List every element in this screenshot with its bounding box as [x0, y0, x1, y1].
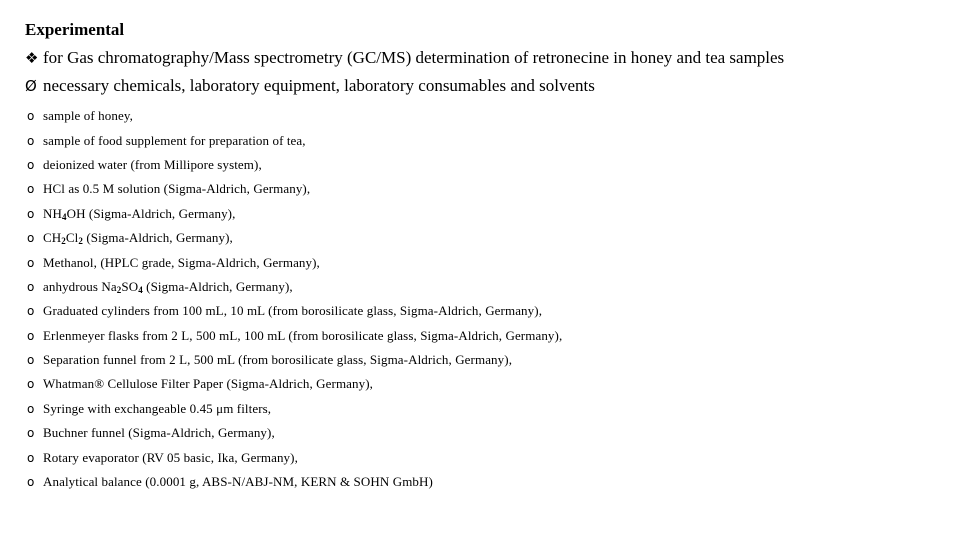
main-bullet-text: necessary chemicals, laboratory equipment, laboratory consumables and solvents — [43, 76, 595, 95]
text-run: sample of food supplement for preparation of tea, — [43, 132, 306, 148]
list-item-text — [43, 352, 512, 368]
circle-bullet-icon: o — [27, 231, 35, 246]
text-run: Whatman® Cellulose Filter Paper (Sigma-Aldrich, Germany), — [43, 376, 374, 392]
circle-bullet-icon: o — [27, 475, 35, 490]
list-item — [27, 153, 562, 177]
circle-bullet-icon: o — [27, 182, 35, 197]
text-run: Cl — [65, 230, 79, 246]
circle-bullet-icon: o — [27, 279, 35, 294]
list-item — [27, 470, 562, 494]
list-item — [27, 397, 562, 421]
list-item — [27, 128, 562, 152]
list-item — [27, 202, 562, 226]
list-item-text — [43, 230, 233, 246]
text-run: Graduated cylinders from 100 mL, 10 mL (from borosilicate glass, Sigma-Aldrich, Germany), — [43, 303, 543, 319]
circle-bullet-icon: o — [27, 353, 35, 368]
text-run: OH (Sigma-Aldrich, Germany), — [66, 205, 236, 221]
list-item-text — [43, 303, 542, 319]
text-run: CH — [43, 230, 62, 246]
list-item — [27, 250, 562, 274]
list-item — [27, 275, 562, 299]
circle-bullet-icon: o — [27, 133, 35, 148]
text-run: (Sigma-Aldrich, Germany), — [82, 230, 233, 246]
list-item-text — [43, 157, 262, 173]
list-item-text — [43, 133, 306, 149]
list-item-text — [43, 279, 293, 295]
list-item-text — [43, 328, 562, 344]
list-item — [27, 372, 562, 396]
subscript: 2 — [78, 236, 83, 247]
main-bullet-gcms — [25, 48, 784, 68]
circle-bullet-icon: o — [27, 426, 35, 441]
circle-bullet-icon: o — [27, 401, 35, 416]
circle-bullet-icon: o — [27, 304, 35, 319]
text-run: NH — [43, 205, 62, 221]
circle-bullet-icon: o — [27, 328, 35, 343]
text-run: Erlenmeyer flasks from 2 L, 500 mL, 100 mL (from borosilicate glass, Sigma-Aldrich, Germany), — [43, 327, 563, 343]
text-run: Separation funnel from 2 L, 500 mL (from borosilicate glass, Sigma-Aldrich, Germany), — [43, 352, 513, 368]
list-item-text — [43, 206, 235, 222]
arrow-bullet-icon: Ø — [25, 77, 37, 95]
slide-title: Experimental — [25, 20, 125, 39]
text-run: Methanol, (HPLC grade, Sigma-Aldrich, Germany), — [43, 254, 320, 270]
circle-bullet-icon: o — [27, 157, 35, 172]
circle-bullet-icon: o — [27, 377, 35, 392]
circle-bullet-icon: o — [27, 109, 35, 124]
main-bullet-chemicals — [25, 76, 595, 96]
text-run: Rotary evaporator (RV 05 basic, Ika, Germany), — [43, 449, 298, 465]
subscript: 2 — [116, 284, 122, 295]
subscript: 4 — [61, 211, 67, 222]
circle-bullet-icon: o — [27, 206, 35, 221]
text-run: sample of honey, — [43, 108, 133, 124]
text-run: Analytical balance (0.0001 g, ABS-N/ABJ-NM, KERN & SOHN GmbH) — [43, 474, 433, 490]
list-item — [27, 348, 562, 372]
list-item-text — [43, 108, 133, 124]
list-item — [27, 104, 562, 128]
list-item — [27, 324, 562, 348]
subscript: 4 — [138, 284, 143, 295]
list-item — [27, 299, 562, 323]
text-run: Syringe with exchangeable 0.45 μm filters, — [43, 400, 272, 416]
materials-list — [27, 104, 562, 494]
text-run: deionized water (from Millipore system), — [43, 156, 262, 172]
list-item-text — [43, 401, 271, 417]
text-run: anhydrous Na — [43, 278, 117, 294]
list-item-text — [43, 181, 310, 197]
list-item-text — [43, 450, 298, 466]
text-run: SO — [121, 278, 139, 294]
diamond-bullet-icon: ❖ — [25, 49, 39, 67]
list-item — [27, 226, 562, 250]
list-item-text — [43, 376, 373, 392]
list-item-text — [43, 474, 433, 490]
subscript: 2 — [61, 236, 66, 247]
text-run: (Sigma-Aldrich, Germany), — [142, 278, 293, 294]
list-item — [27, 421, 562, 445]
list-item-text — [43, 425, 275, 441]
list-item-text — [43, 255, 320, 271]
list-item — [27, 445, 562, 469]
text-run: HCl as 0.5 M solution (Sigma-Aldrich, Germany), — [43, 181, 311, 197]
text-run: Buchner funnel (Sigma-Aldrich, Germany), — [43, 425, 275, 441]
main-bullet-text: for Gas chromatography/Mass spectrometry (GC/MS) determination of retronecine in honey and tea samples — [43, 48, 785, 67]
list-item — [27, 177, 562, 201]
circle-bullet-icon: o — [27, 450, 35, 465]
circle-bullet-icon: o — [27, 255, 35, 270]
